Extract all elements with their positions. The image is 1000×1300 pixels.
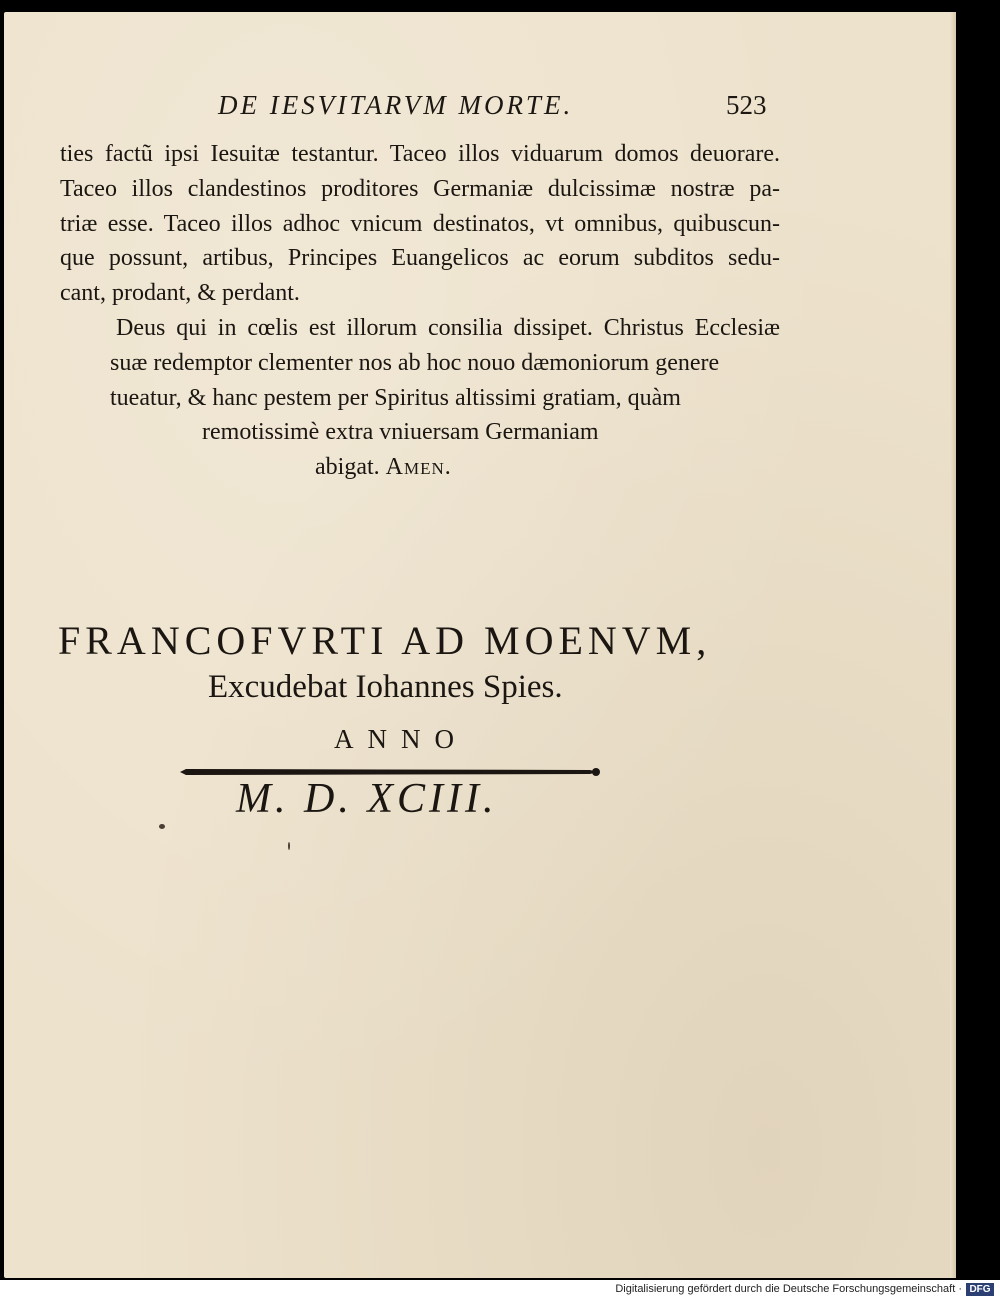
- closing-line: remotissimè extra vniuersam Germaniam: [202, 419, 599, 446]
- imprint-anno: ANNO: [334, 724, 468, 754]
- amen-text: Amen.: [385, 454, 452, 481]
- book-page: [4, 12, 956, 1278]
- closing-final-line: [60, 450, 780, 485]
- body-line: cant, prodant, & perdant.: [60, 280, 300, 307]
- imprint-year: M. D. XCIII.: [236, 776, 498, 822]
- body-line: Taceo illos clandestinos proditores Germaniæ dulcissimæ nostræ pa-: [60, 175, 780, 202]
- funding-credit: Digitalisierung gefördert durch die Deutsche Forschungsgemeinschaft ·: [615, 1283, 962, 1295]
- body-line: ties factũ ipsi Iesuitæ testantur. Taceo illos viduarum domos deuorare.: [60, 141, 780, 167]
- running-head: [4, 90, 956, 130]
- closing-line: Deus qui in cœlis est illorum consilia dissipet. Christus Ecclesiæ: [116, 314, 780, 341]
- body-text: [60, 137, 780, 485]
- closing-line: tueatur, & hanc pestem per Spiritus altissimi gratiam, quàm: [110, 384, 681, 411]
- page-edge-shadow: [950, 12, 956, 1278]
- ink-speck: [288, 842, 290, 850]
- page-number: 523: [726, 90, 767, 120]
- closing-final-text: abigat.: [315, 454, 386, 481]
- footer-bar: [0, 1280, 1000, 1300]
- closing-line: suæ redemptor clementer nos ab hoc nouo dæmoniorum genere: [110, 349, 720, 376]
- dfg-logo-icon[interactable]: DFG: [966, 1283, 994, 1296]
- body-line: triæ esse. Taceo illos adhoc vnicum destinatos, vt omnibus, quibuscun-: [60, 210, 780, 237]
- imprint-printer: Excudebat Iohannes Spies.: [208, 669, 563, 705]
- ink-speck: [159, 824, 165, 829]
- body-line: que possunt, artibus, Principes Euangelicos ac eorum subditos sedu-: [60, 245, 780, 272]
- imprint-city: FRANCOFVRTI AD MOENVM,: [58, 618, 712, 663]
- running-title: DE IESVITARVM MORTE.: [218, 90, 574, 120]
